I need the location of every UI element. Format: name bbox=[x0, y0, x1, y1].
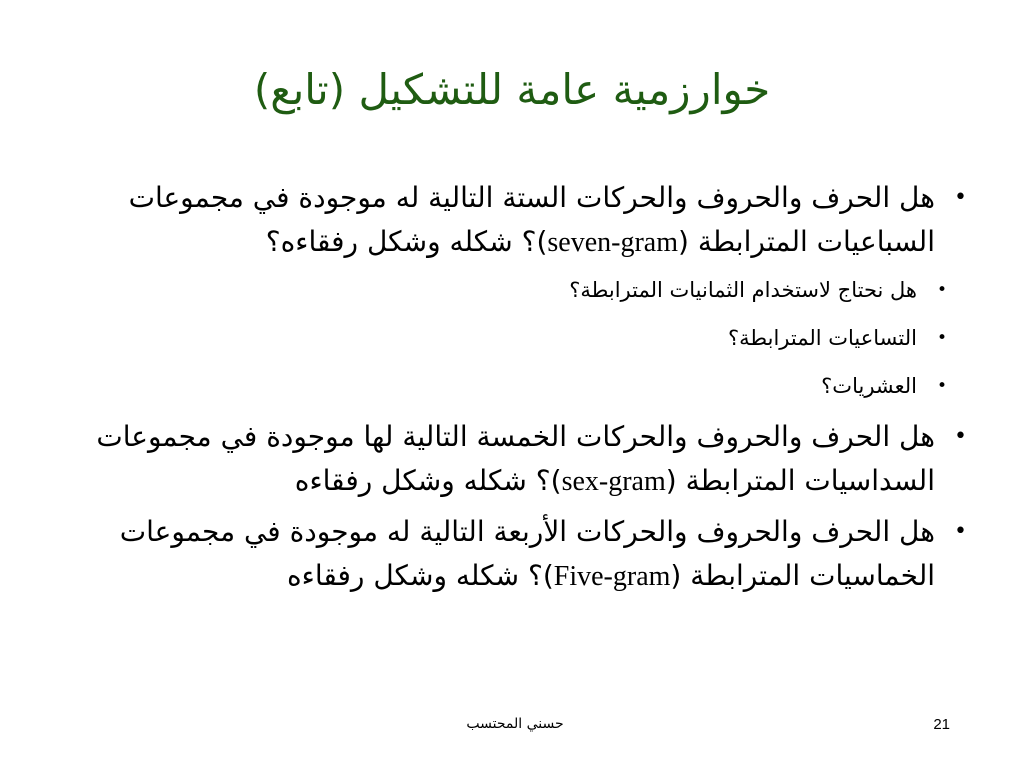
bullet-3-text-post: )؟ شكله وشكل رفقاءه bbox=[287, 559, 554, 592]
slide-content bbox=[30, 176, 965, 605]
bullet-1-text-post: )؟ شكله وشكل رفقاءه؟ bbox=[265, 225, 548, 258]
bullet-1-term: seven-gram bbox=[547, 227, 678, 258]
bullet-item-3 bbox=[30, 510, 965, 599]
page-number: 21 bbox=[933, 716, 950, 733]
bullet-3-term: Five-gram bbox=[553, 561, 671, 592]
bullet-2-text-pre: هل الحرف والحروف والحركات الخمسة التالية لها موجودة في مجموعات السداسيات المترابطة ( bbox=[96, 420, 935, 497]
sub-bullet-2: • التساعيات المترابطة؟ bbox=[30, 319, 957, 357]
bullet-3-text-pre: هل الحرف والحروف والحركات الأربعة التالية له موجودة في مجموعات الخماسيات المترابطة ( bbox=[119, 515, 935, 592]
sub-bullet-3: • العشريات؟ bbox=[30, 367, 957, 405]
bullet-item-1 bbox=[30, 176, 965, 265]
slide-title: خوارزمية عامة للتشكيل (تابع) bbox=[253, 65, 771, 114]
bullet-2-text-post: )؟ شكله وشكل رفقاءه bbox=[294, 464, 562, 497]
bullet-2-term: sex-gram bbox=[561, 466, 666, 497]
bullet-item-2 bbox=[30, 415, 965, 504]
footer-author: حسني المحتسب bbox=[466, 716, 564, 732]
bullet-1-text-pre: هل الحرف والحروف والحركات الستة التالية له موجودة في مجموعات السباعيات المترابطة ( bbox=[128, 181, 935, 258]
sub-bullet-1: • هل نحتاج لاستخدام الثمانيات المترابطة؟ bbox=[30, 271, 957, 309]
